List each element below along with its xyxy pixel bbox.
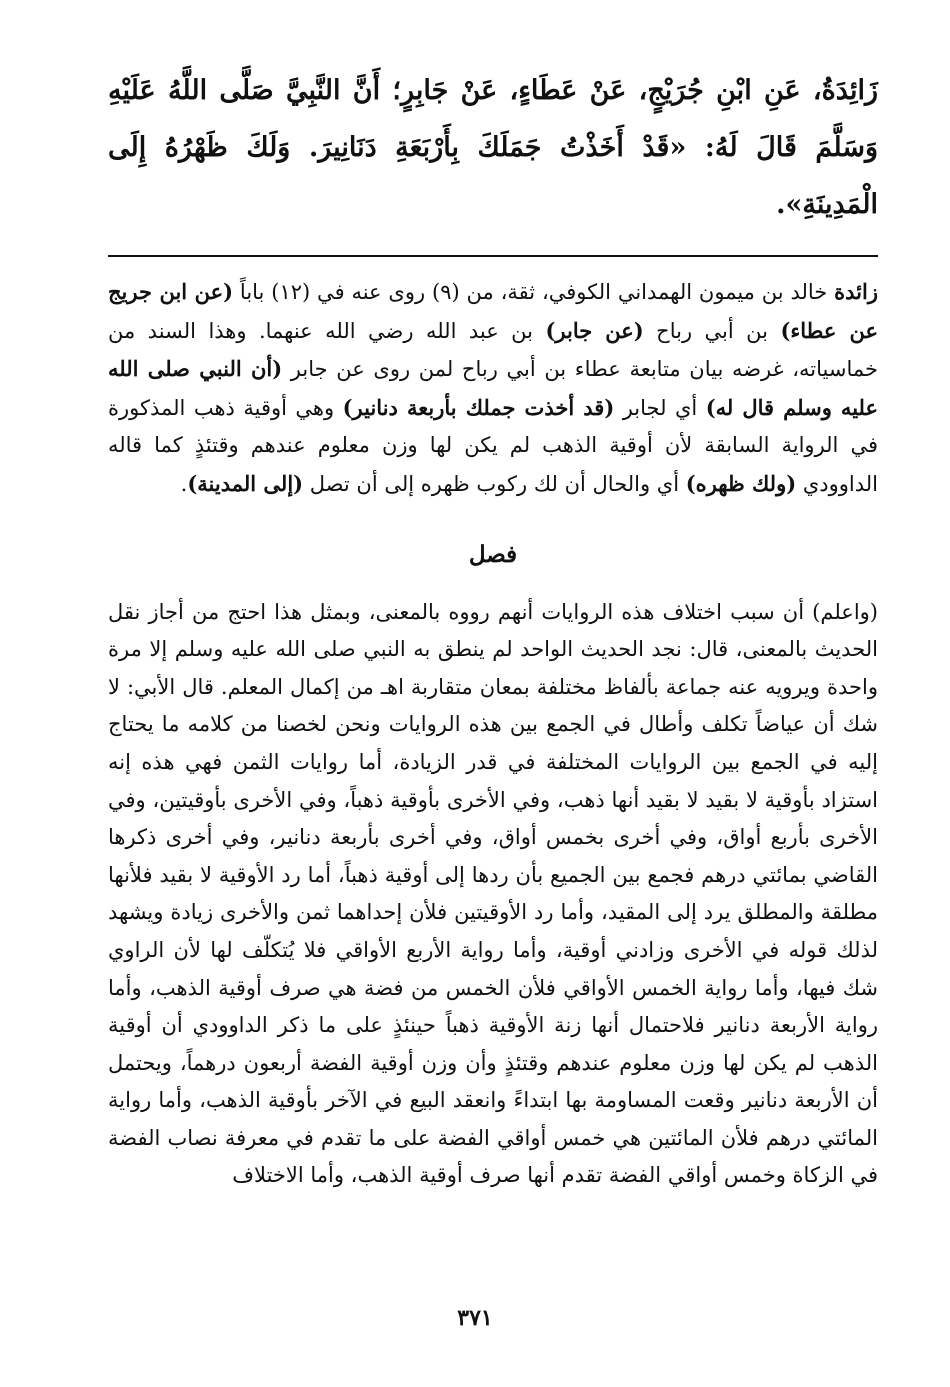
commentary-text: أي لجابر: [614, 395, 706, 420]
page-body: [108, 62, 878, 1195]
commentary-bold: (عن ابن جريج عن عطاء): [108, 279, 879, 343]
hadith-text: [108, 62, 878, 233]
commentary-text: وهي أوقية ذهب المذكورة في الرواية السابقة لأن أوقية الذهب لم يكن لها وزن معلوم عندهم وقتئذٍ كما قاله الداوودي: [108, 395, 878, 496]
commentary-bold: (ولك ظهره): [685, 470, 797, 496]
commentary-text: بن أبي رباح: [643, 318, 781, 343]
section-heading: فصل: [468, 540, 518, 568]
commentary-paragraph: [108, 273, 878, 504]
commentary-bold: (أن النبي صلى الله عليه وسلم قال له): [108, 356, 879, 420]
page-number: ٣٧١: [457, 1305, 493, 1331]
commentary-text: خالد بن ميمون الهمداني الكوفي، ثقة، من (٩) روى عنه في (١٢) باباً: [233, 280, 835, 304]
commentary-bold: زائدة: [834, 279, 878, 304]
commentary-bold: (قد أخذت جملك بأربعة دنانير): [342, 394, 615, 420]
hadith-quote: «قَدْ أَخَذْتُ جَمَلَكَ بِأَرْبَعَةِ دَنَانِيرَ. وَلَكَ ظَهْرُهُ إِلَى الْمَدِينَةِ».: [108, 132, 878, 220]
commentary-bold: (إلى المدينة): [187, 470, 304, 496]
footnote-divider: [108, 255, 878, 257]
commentary-text: بن عبد الله رضي الله عنهما. وهذا السند من خماسياته، غرضه بيان متابعة عطاء بن أبي رباح لمن روى عن جابر: [108, 318, 878, 382]
commentary-text: أي والحال أن لك ركوب ظهره إلى أن تصل: [303, 471, 686, 496]
hadith-isnad: زَائِدَةُ، عَنِ ابْنِ جُرَيْجٍ، عَنْ عَطَاءٍ، عَنْ جَابِرٍ؛ أَنَّ النَّبِيَّ صَلَّى اللَّهُ عَلَيْهِ وَسَلَّمَ قَالَ لَهُ:: [108, 75, 878, 163]
section-body: (واعلم) أن سبب اختلاف هذه الروايات أنهم رووه بالمعنى، وبمثل هذا احتج من أجاز نقل الحديث بالمعنى، قال: نجد الحديث الواحد لم ينطق به النبي صلى الله عليه وسلم إلا مرة واحدة ويرويه عنه جماعة بألفاظ مختلفة بمعان متقاربة اهـ من إكمال المعلم. قال الأبي: لا شك أن عياضاً تكلف وأطال في الجمع بين هذه الروايات ونحن لخصنا من كلامه ما يحتاج إليه في الجمع بين الروايات المختلفة في قدر الزيادة، أما روايات الثمن فهي هذه إنه استزاد بأوقية لا بقيد لا بقيد أنها ذهب، وفي الأخرى بأوقية ذهباً، وفي الأخرى بأوقيتين، وفي الأخرى بأربع أواق، وفي أخرى بخمس أواق، وفي أخرى بأربعة دنانير، وفي أخرى ذكرها القاضي بمائتي درهم فجمع بين الجميع بأن ردها إلى أوقية ذهباً، أما رد الأوقية لا بقيد فلأنها مطلقة والمطلق يرد إلى المقيد، وأما رد الأوقيتين فلأن إحداهما ثمن والأخرى زيادة ويشهد لذلك قوله في الأخرى وزادني أوقية، وأما رواية الأربع الأواقي فلا يُتكلّف لها لأن الراوي شك فيها، وأما رواية الخمس الأواقي فلأن الخمس من فضة هي صرف أوقية الذهب، وأما رواية الأربعة دنانير فلاحتمال أنها زنة الأوقية ذهباً حينئذٍ على ما ذكر الداوودي أن أوقية الذهب لم يكن لها وزن معلوم عندهم وقتئذٍ وأن وزن أوقية الفضة أربعون درهماً، ويحتمل أن الأربعة دنانير وقعت المساومة بها ابتداءً وانعقد البيع في الآخر بأوقية الذهب، وأما رواية المائتي درهم فلأن المائتين هي خمس أواقي الفضة على ما تقدم في معرفة نصاب الفضة في الزكاة وخمس أواقي الفضة تقدم أنها صرف أوقية الذهب، وأما الاختلاف: [108, 599, 878, 1188]
commentary-text: .: [180, 471, 188, 496]
commentary-bold: (عن جابر): [545, 317, 644, 343]
